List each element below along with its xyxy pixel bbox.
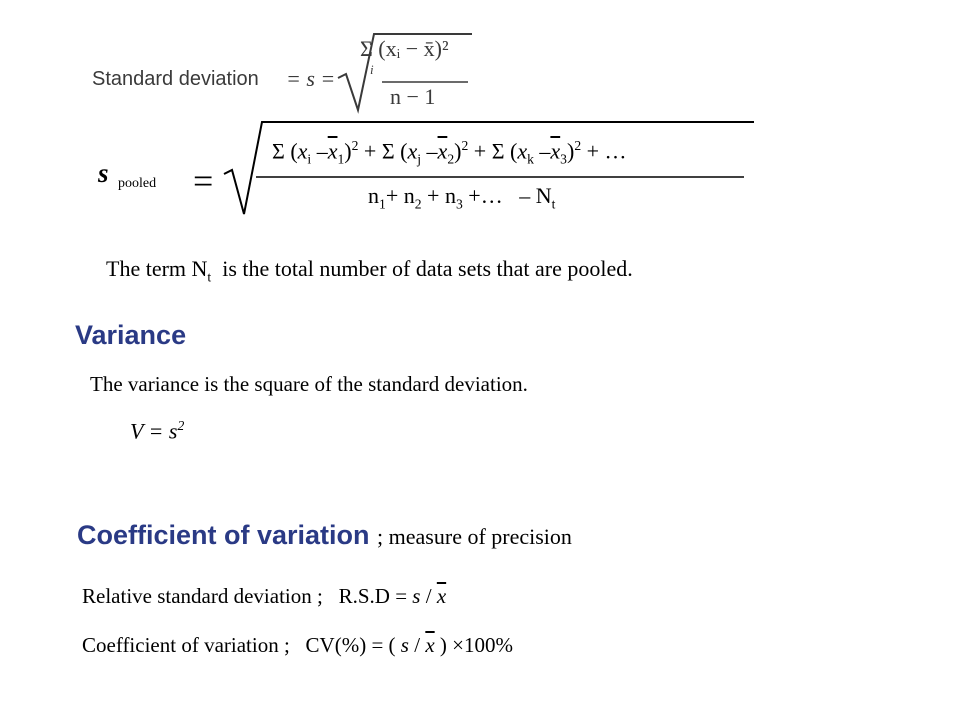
cv-heading-suffix: ; measure of precision xyxy=(377,524,572,549)
std-dev-label: Standard deviation xyxy=(92,68,259,90)
pooled-numerator: Σ ($x_i$ $-\overline{x}_1)^2 + \Sigma$ ($x_j$ $-\overline{x}_2)^2 + \Sigma$ ($x_k$ $-\overline{x}_3)^2$ + … xyxy=(272,138,627,167)
rsd-line: Relative standard deviation ; $R.S.D = s / \overline{x}$ xyxy=(82,584,447,608)
variance-heading: Variance xyxy=(75,320,187,350)
std-dev-denominator: n − 1 xyxy=(390,84,436,109)
cv-heading: Coefficient of variation ; measure of precision xyxy=(77,520,572,550)
pooled-symbol: s xyxy=(98,158,109,188)
std-dev-equals-s: = s = xyxy=(286,66,336,91)
pooled-equals: = xyxy=(193,161,214,201)
variance-description: The variance is the square of the standard deviation. xyxy=(90,372,528,396)
pooled-subscript: pooled xyxy=(118,176,157,191)
cv-line: Coefficient of variation ; CV(%) = ( s / $\overline{x}$ ) ×100% xyxy=(82,633,513,657)
standard-deviation-formula-image xyxy=(88,28,478,114)
std-dev-sum-index: i xyxy=(370,62,374,77)
std-dev-numerator: Σ (xᵢ − x̄)² xyxy=(360,36,449,61)
variance-equation: $V = s^2$ xyxy=(130,418,185,444)
pooled-denominator: $n_1+ n_2 + n_3$ +… – $N_t$ xyxy=(368,183,556,212)
pooled-note: The term $N_t$ is the total number of data sets that are pooled. xyxy=(106,256,633,285)
